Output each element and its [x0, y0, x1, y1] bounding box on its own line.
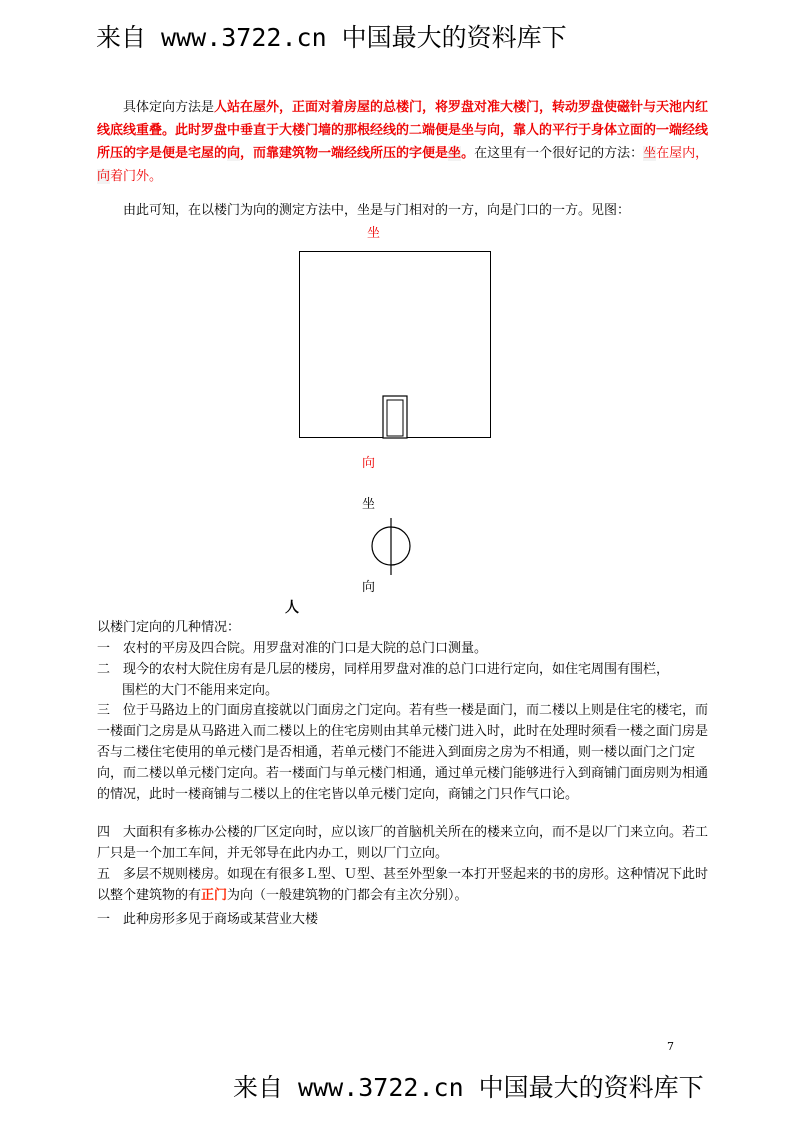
diagram2-bottom-label: 向 — [362, 580, 376, 595]
intro-emphasis-end: 。 — [461, 146, 475, 161]
diagram2-person-label: 人 — [285, 600, 299, 616]
diagram1-bottom-label: 向 — [362, 456, 376, 471]
list-item-4: 四 大面积有多栋办公楼的厂区定向时，应以该厂的首脑机关所在的楼来立向，而不是以厂门来立向。若工厂只是一个加工车间，并无邻导在此内办工，则以厂门立向。 — [97, 825, 709, 861]
diagram2-top-label: 坐 — [362, 497, 376, 512]
page-footer: 来自 www.3722.cn 中国最大的资料库下 — [233, 1073, 704, 1102]
list-item-1: 一 农村的平房及四合院。用罗盘对准的门口是大院的总门口测量。 — [97, 641, 488, 656]
list-item-3: 三 位于马路边上的门面房直接就以门面房之门定向。若有些一楼是面门，而二楼以上则是住宅的楼宅，而一楼面门之房是从马路进入而二楼以上的住宅房则由其单元楼门进入时，此时在处理时须看一楼之面门房是否与二楼住宅使用的单元楼门是否相通，若单元楼门不能进入到面房之房为不相通，则一楼以面门之门定向，而二楼以单元楼门定向。若一楼面门与单元楼门相通，通过单元楼门能够进行入到商铺门面房则为相通的情况，此时一楼商铺与二楼以上的住宅皆以单元楼门定向，商铺之门只作气口论。 — [97, 703, 709, 802]
intro-emphasis-xiang: 向 — [227, 146, 241, 161]
list-item-5a: 五 多层不规则楼房。如现在有很多Ｌ型、Ｕ型、甚至外型象一本打开竖起来的书的房形。这种情况下此时以整个建筑物的有 — [97, 867, 709, 903]
mnemonic-zuo: 坐 — [643, 146, 657, 161]
diagram1-top-label: 坐 — [367, 226, 381, 241]
mnemonic-zuo-rest: 在屋内， — [656, 146, 709, 161]
page-number: 7 — [667, 1040, 674, 1053]
mnemonic-xiang-rest: 着门外。 — [110, 169, 163, 184]
door-inner — [387, 400, 403, 436]
list-item-6: 一 此种房形多见于商场或某营业大楼 — [97, 912, 319, 927]
mnemonic-xiang: 向 — [97, 169, 111, 184]
intro-tail: 在这里有一个很好记的方法： — [474, 146, 644, 161]
list-item-2a: 二 现今的农村大院住房有是几层的楼房，同样用罗盘对准的总门口进行定向，如住宅周围有围栏， — [97, 662, 670, 677]
intro-emphasis-zuo: 坐 — [448, 146, 462, 161]
front-door-emphasis: 正门 — [201, 888, 228, 903]
paragraph-2: 由此可知，在以楼门为向的测定方法中，坐是与门相对的一方，向是门口的一方。见图： — [123, 203, 631, 218]
intro-emphasis-1: 人站在屋外，正面对着房屋的总楼门，将罗盘对准大楼门，转动罗盘使磁针与天池内红线底线重叠。此时罗盘中垂直于大楼门墙的那根经线的二端便是坐与向，靠人的平行于身体立面的一端经线所压的字是便是宅屋的 — [97, 100, 709, 161]
page-header: 来自 www.3722.cn 中国最大的资料库下 — [96, 23, 567, 52]
list-item-5b: 为向（一般建筑物的门都会有主次分别）。 — [227, 888, 468, 903]
intro-emphasis-2: ，而靠建筑物一端经线所压的字便是 — [240, 146, 449, 161]
intro-lead: 具体定向方法是 — [123, 100, 215, 115]
list-item-5 — [97, 864, 709, 906]
list-item-2b: 围栏的大门不能用来定向。 — [122, 683, 279, 698]
list-heading: 以楼门定向的几种情况： — [97, 620, 241, 635]
